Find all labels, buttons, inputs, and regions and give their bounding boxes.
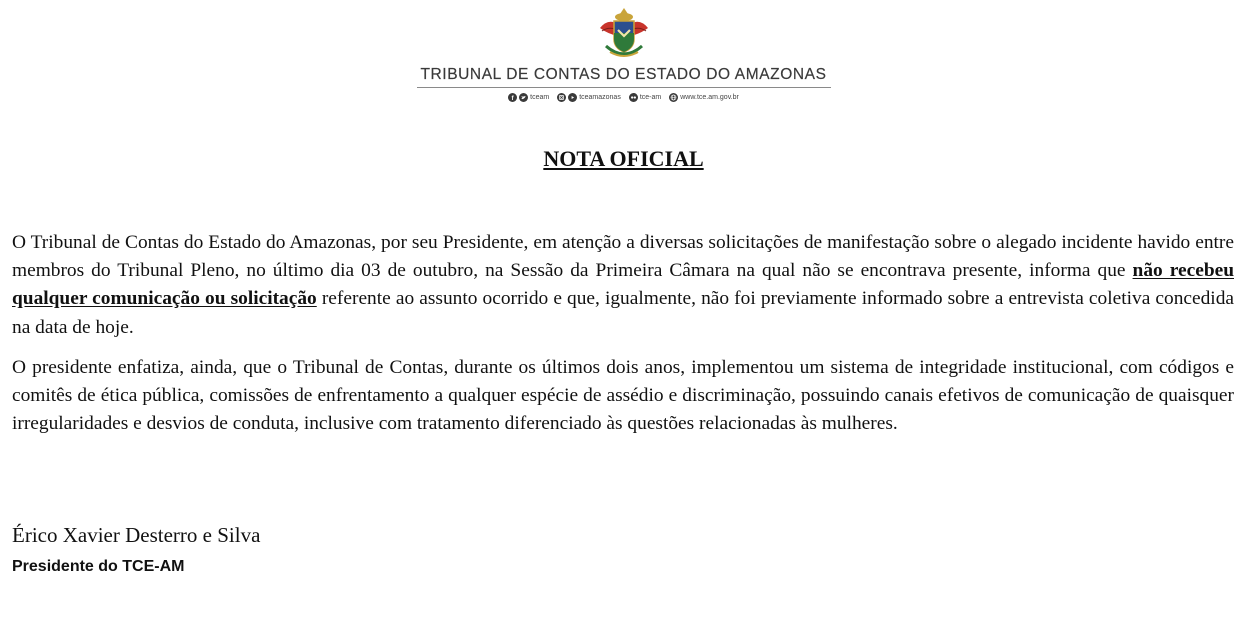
facebook-icon: [508, 93, 517, 102]
twitter-icon: [519, 93, 528, 102]
instagram-icon: [557, 93, 566, 102]
social-links: [0, 93, 1247, 102]
globe-icon: [669, 93, 678, 102]
document-title: NOTA OFICIAL: [543, 146, 704, 171]
social-handle: tce-am: [639, 94, 662, 101]
social-group-website: [669, 93, 739, 102]
paragraph-1: [12, 229, 1234, 342]
social-handle: www.tce.am.gov.br: [680, 94, 739, 101]
paragraph-1-text-after: referente ao assunto ocorrido e que, igualmente, não foi previamente informado sobre a entrevista coletiva concedida na data de hoje.: [12, 288, 1234, 338]
paragraph-1-text-before: O Tribunal de Contas do Estado do Amazonas, por seu Presidente, em atenção a diversas solicitações de manifestação sobre o alegado incidente havido entre membros do Tribunal Pleno, no último dia 03 de outubro, na Sessão da Primeira Câmara na qual não se encontrava presente, informa que: [12, 232, 1234, 282]
document-body: [12, 229, 1234, 450]
social-group-tceam: [508, 93, 549, 102]
signature-role: Presidente do TCE-AM: [12, 558, 185, 575]
social-handle: tceam: [530, 94, 550, 101]
paragraph-2: O presidente enfatiza, ainda, que o Tribunal de Contas, durante os últimos dois anos, implementou um sistema de integridade institucional, com códigos e comitês de ética pública, comissões de enfrentamento a qualquer espécie de assédio e discriminação, possuindo canais efetivos de comunicação de quaisquer irregularidades e desvios de conduta, inclusive com tratamento diferenciado às questões relacionadas às mulheres.: [12, 356, 1234, 435]
social-group-tceamazonas: [557, 93, 621, 102]
coat-of-arms-icon: [594, 6, 654, 62]
signature-name: Érico Xavier Desterro e Silva: [12, 523, 261, 547]
flickr-icon: [629, 93, 638, 102]
youtube-icon: [568, 93, 577, 102]
paragraph-1-emphasis: não recebeu qualquer comunicação ou solicitação: [12, 260, 1234, 310]
svg-text:f: f: [511, 95, 514, 102]
social-handle: tceamazonas: [579, 94, 621, 101]
organization-name: TRIBUNAL DE CONTAS DO ESTADO DO AMAZONAS: [420, 66, 827, 83]
letterhead: [0, 6, 1247, 102]
letterhead-divider: [417, 87, 831, 88]
social-group-tce-am: [629, 93, 661, 102]
